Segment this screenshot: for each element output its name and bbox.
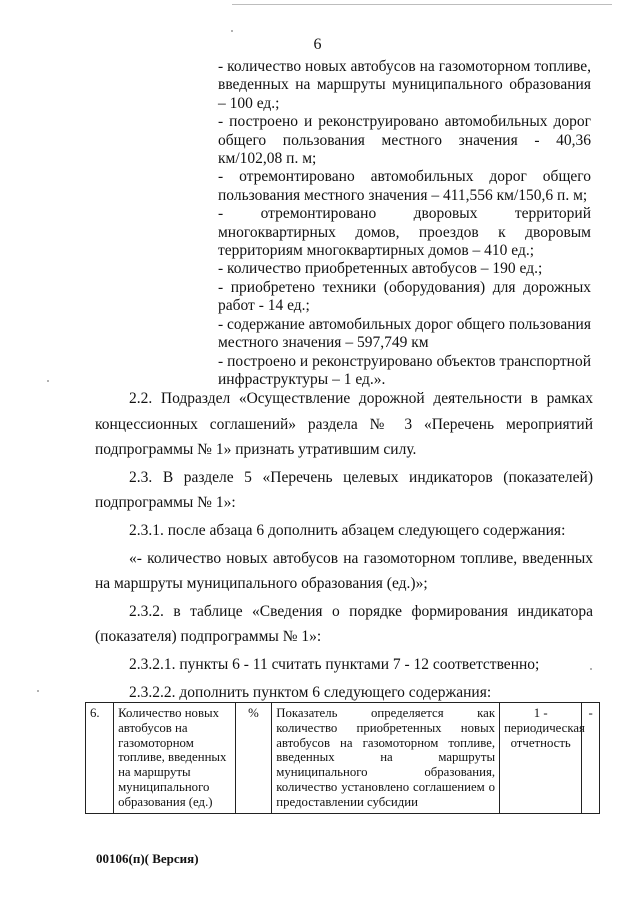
table-cell-name: Количество новых автобусов на газомоторном топливе, введенных на маршруты муниципального образования (ед.)	[114, 703, 236, 814]
quoted-paragraph: «- количество новых автобусов на газомоторном топливе, введенных на маршруты муниципального образования (ед.)»;	[95, 549, 593, 593]
table-cell-period: 1 - периодическая отчетность	[500, 703, 582, 814]
paragraph-2-3: 2.3. В разделе 5 «Перечень целевых индикаторов (показателей) подпрограммы № 1»:	[95, 468, 593, 512]
table-row	[86, 703, 600, 814]
paragraph-2-3-2-1: 2.3.2.1. пункты 6 - 11 считать пунктами 7 - 12 соответственно;	[129, 655, 540, 673]
indicator-table	[85, 702, 600, 814]
scan-edge-line	[232, 4, 612, 5]
scan-speck	[37, 690, 39, 692]
list-item: - количество новых автобусов на газомоторном топливе, введенных на маршруты муниципального образования – 100 ед.;	[218, 58, 591, 112]
page-number: 6	[313, 36, 322, 53]
list-item: - отремонтировано автомобильных дорог общего пользования местного значения – 411,556 км/150,6 п. м;	[218, 168, 591, 204]
indicator-list	[218, 58, 591, 389]
list-item: - построено и реконструировано автомобильных дорог общего пользования местного значения - 40,36 км/102,08 п. м;	[218, 113, 591, 168]
list-item: - количество приобретенных автобусов – 190 ед.;	[218, 260, 543, 278]
list-item: - отремонтировано дворовых территорий многоквартирных домов, проездов к дворовым территориям многоквартирных домов – 410 ед.;	[218, 205, 591, 260]
paragraph-2-3-2: 2.3.2. в таблице «Сведения о порядке формирования индикатора (показателя) подпрограммы № 1»:	[95, 602, 593, 646]
scan-speck	[47, 380, 49, 382]
table-cell-extra: -	[582, 703, 600, 814]
scan-speck	[231, 30, 233, 32]
document-code: 00106(п)( Версия)	[96, 851, 199, 866]
list-item: - построено и реконструировано объектов транспортной инфраструктуры – 1 ед.».	[218, 352, 591, 388]
document-body	[95, 386, 593, 705]
paragraph-2-3-2-2: 2.3.2.2. дополнить пунктом 6 следующего содержания:	[129, 683, 492, 701]
table-cell-unit: %	[235, 703, 271, 814]
paragraph-2-3-1: 2.3.1. после абзаца 6 дополнить абзацем следующего содержания:	[129, 521, 566, 539]
scan-speck	[590, 668, 592, 670]
list-item: - содержание автомобильных дорог общего пользования местного значения – 597,749 км	[218, 315, 591, 352]
list-item: - приобретено техники (оборудования) для дорожных работ - 14 ед.;	[218, 278, 591, 315]
table-cell-number: 6.	[86, 703, 114, 814]
table-cell-description: Показатель определяется как количество приобретенных новых автобусов на газомоторном топливе, введенных на маршруты муниципального образования, количество установлено соглашением о предоставлении субсидии	[272, 703, 500, 814]
paragraph-2-2: 2.2. Подраздел «Осуществление дорожной деятельности в рамках концессионных соглашений» раздела № 3 «Перечень мероприятий подпрограммы № 1» признать утратившим силу.	[95, 390, 593, 459]
